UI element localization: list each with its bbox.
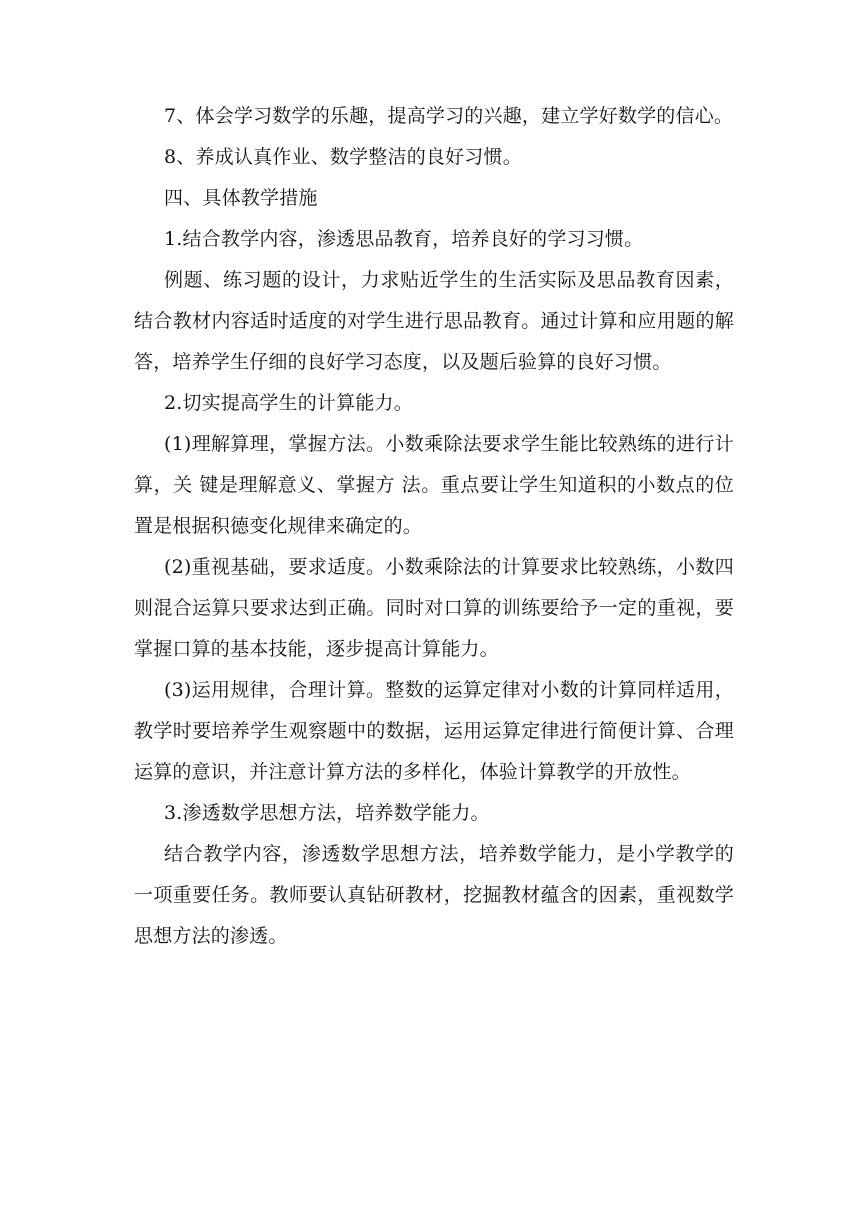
- paragraph-goal-8: 8、养成认真作业、数学整洁的良好习惯。: [164, 146, 522, 168]
- measure-heading-3: 3.渗透数学思想方法，培养数学能力。: [164, 802, 490, 824]
- paragraph-measure-2-item-1: (1)理解算理，掌握方法。小数乘除法要求学生能比较熟练的进行计算，关 键是理解意义、掌握方 法。重点要让学生知道积的小数点的位置是根据积德变化规律来确定的。: [134, 433, 734, 537]
- section-heading-teaching-measures: 四、具体教学措施: [164, 187, 318, 209]
- measure-heading-2: 2.切实提高学生的计算能力。: [164, 392, 413, 414]
- paragraph-measure-1-body: 例题、练习题的设计，力求贴近学生的生活实际及思品教育因素，结合教材内容适时适度的对学生进行思品教育。通过计算和应用题的解答，培养学生仔细的良好学习态度，以及题后验算的良好习惯。: [134, 269, 734, 373]
- document-body: [134, 96, 734, 957]
- paragraph-measure-2-item-2: (2)重视基础，要求适度。小数乘除法的计算要求比较熟练，小数四则混合运算只要求达到正确。同时对口算的训练要给予一定的重视，要掌握口算的基本技能，逐步提高计算能力。: [134, 556, 734, 660]
- measure-heading-1: 1.结合教学内容，渗透思品教育，培养良好的学习习惯。: [164, 228, 644, 250]
- paragraph-measure-3-body: 结合教学内容，渗透数学思想方法，培养数学能力，是小学教学的一项重要任务。教师要认真钻研教材，挖掘教材蕴含的因素，重视数学思想方法的渗透。: [134, 843, 734, 947]
- paragraph-measure-2-item-3: (3)运用规律，合理计算。整数的运算定律对小数的计算同样适用，教学时要培养学生观察题中的数据，运用运算定律进行简便计算、合理运算的意识，并注意计算方法的多样化，体验计算教学的开放性。: [134, 679, 734, 783]
- paragraph-goal-7: 7、体会学习数学的乐趣，提高学习的兴趣，建立学好数学的信心。: [164, 105, 734, 127]
